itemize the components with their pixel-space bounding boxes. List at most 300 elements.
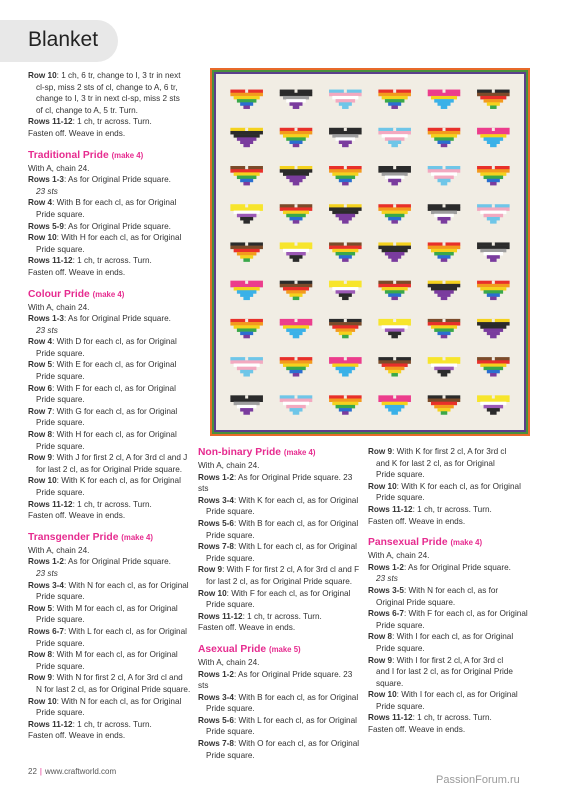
instruction-line <box>28 707 194 719</box>
heart-stripe <box>293 335 300 338</box>
heart-stripe <box>293 258 300 261</box>
column-3 <box>368 446 540 736</box>
instruction-line <box>28 406 194 418</box>
row-label: Rows 1-3 <box>28 314 64 324</box>
heart-stripe <box>336 290 356 293</box>
blanket-photo <box>210 68 530 436</box>
heart-stripe <box>293 297 300 300</box>
heart-stripe <box>490 258 497 261</box>
heart-notch <box>393 281 396 284</box>
heart-notch <box>393 242 396 245</box>
row-text: With A, chain 24. <box>198 657 260 667</box>
row-label: Rows 11-12 <box>28 719 73 729</box>
heart-stripe <box>441 182 448 185</box>
heart-stripe <box>428 399 461 402</box>
heart-notch <box>393 90 396 93</box>
heart-stripe <box>385 99 405 102</box>
heart-notch <box>245 242 248 245</box>
heart-stripe <box>240 332 253 335</box>
heart-notch <box>295 319 298 322</box>
heart-stripe <box>490 220 497 223</box>
heart-stripe <box>441 373 448 376</box>
instruction-line <box>28 163 194 175</box>
instruction-line <box>28 302 194 314</box>
instruction-line <box>198 622 363 634</box>
row-label: Row 8 <box>368 632 393 642</box>
heart-stripe <box>329 207 362 210</box>
row-text: for last 2 cl, as for Original Pride square. <box>36 464 183 474</box>
row-label: Rows 1-2 <box>198 472 234 482</box>
instruction-line <box>28 649 194 661</box>
heart-stripe <box>437 102 450 105</box>
heart-stripe <box>286 137 306 140</box>
heart-stripe <box>431 402 457 405</box>
instruction-line <box>198 657 363 669</box>
heart-stripe <box>234 325 260 328</box>
row-label: Row 8 <box>28 650 53 660</box>
row-label: Rows 5-6 <box>198 715 234 725</box>
row-label: Rows 3-5 <box>368 585 404 595</box>
heart-stripe <box>342 335 349 338</box>
heart-stripe <box>484 214 504 217</box>
heart-stripe <box>240 102 253 105</box>
heart-stripe <box>434 405 454 408</box>
row-text: : With I for each cl, as for Original <box>396 690 518 700</box>
heart-stripe <box>382 172 408 175</box>
heart-stripe <box>336 99 356 102</box>
heart-stripe <box>490 411 497 414</box>
heart-stripe <box>385 137 405 140</box>
heart-stripe <box>243 373 250 376</box>
instruction-line <box>198 576 363 588</box>
row-text: : 1 ch, tr across. Turn. <box>412 504 492 514</box>
row-text: : 1 ch, 6 tr, change to I, 3 tr in next <box>56 71 181 80</box>
heart-stripe <box>388 255 401 258</box>
heart-stripe <box>243 105 250 108</box>
heart-stripe <box>230 93 263 96</box>
row-label: Row 10 <box>368 481 397 491</box>
heart-stripe <box>243 258 250 261</box>
heart-stripe <box>490 373 497 376</box>
row-text: : With H for each cl, as for Original <box>52 430 177 440</box>
heart-stripe <box>339 217 352 220</box>
heart-notch <box>344 128 347 131</box>
heart-stripe <box>237 328 257 331</box>
heart-stripe <box>431 363 457 366</box>
row-label: Row 4 <box>28 198 53 208</box>
heart-stripe <box>234 211 260 214</box>
row-text: : With F for each cl, as for Original <box>403 609 528 619</box>
heart-stripe <box>480 249 506 252</box>
row-label: Rows 6-7 <box>28 626 64 636</box>
row-text: Fasten off. Weave in ends. <box>28 511 126 521</box>
heart-stripe <box>385 367 405 370</box>
heart-stripe <box>487 255 500 258</box>
row-label: Row 7 <box>28 406 53 416</box>
row-text: Pride square. <box>376 643 425 653</box>
instruction-line <box>198 460 363 472</box>
row-text: 23 sts <box>36 325 58 335</box>
instruction-line <box>368 631 540 643</box>
heart-stripe <box>280 93 313 96</box>
row-text: Pride square. <box>36 348 85 358</box>
heart-stripe <box>342 411 349 414</box>
section-colour-pride <box>28 302 194 522</box>
heart-stripe <box>378 399 411 402</box>
instruction-line <box>368 608 540 620</box>
row-text: : With F for each cl, as for Original <box>226 588 351 598</box>
instruction-line <box>198 518 363 530</box>
heart-stripe <box>293 373 300 376</box>
heart-stripe <box>339 102 352 105</box>
row-text: With A, chain 24. <box>28 163 90 173</box>
heart-stripe <box>237 290 257 293</box>
heart-stripe <box>388 141 401 144</box>
heart-stripe <box>283 134 309 137</box>
heart-notch <box>295 281 298 284</box>
heart-notch <box>245 128 248 131</box>
instruction-line <box>28 580 194 592</box>
row-text: of cl, change to A, 5 tr. Turn. <box>36 105 138 115</box>
instruction-line <box>28 475 194 487</box>
instruction-line <box>28 719 194 731</box>
heart-stripe <box>437 179 450 182</box>
instruction-line <box>368 481 540 493</box>
instruction-line <box>28 441 194 453</box>
heart-notch <box>393 319 396 322</box>
heart-stripe <box>286 99 306 102</box>
instruction-line <box>368 655 540 667</box>
heart-notch <box>393 166 396 169</box>
heart-stripe <box>480 172 506 175</box>
instruction-line <box>28 174 194 186</box>
instruction-line <box>28 186 194 198</box>
heart-stripe <box>480 363 506 366</box>
heart-stripe <box>289 255 302 258</box>
heart-stripe <box>289 141 302 144</box>
row-text: : With B for each cl, as for Original <box>233 518 359 528</box>
row-text: Pride square. <box>36 209 85 219</box>
heart-stripe <box>480 402 506 405</box>
heart-stripe <box>230 207 263 210</box>
instruction-line <box>368 446 540 458</box>
heart-stripe <box>484 290 504 293</box>
row-text: Pride square. <box>36 615 85 625</box>
heart-stripe <box>388 370 401 373</box>
heart-stripe <box>434 367 454 370</box>
heart-notch <box>344 242 347 245</box>
heart-stripe <box>332 402 358 405</box>
heart-stripe <box>382 363 408 366</box>
heart-stripe <box>329 399 362 402</box>
row-text: change to I, 3 tr in next cl-sp, miss 2 sts <box>36 94 180 104</box>
heart-notch <box>295 204 298 207</box>
row-text: : With B for each cl, as for Original <box>233 692 359 702</box>
row-text: : With L for each cl, as for Original <box>63 626 187 636</box>
row-label: Row 8 <box>28 430 53 440</box>
heart-stripe <box>477 399 510 402</box>
instruction-line <box>28 429 194 441</box>
heart-notch <box>443 281 446 284</box>
footer-separator: | <box>39 767 42 776</box>
heart-notch <box>245 319 248 322</box>
row-text: Pride square. <box>36 418 85 428</box>
row-text: : As for Original Pride square. 23 sts <box>198 669 353 691</box>
row-text: : With L for each cl, as for Original <box>233 715 357 725</box>
heart-stripe <box>329 360 362 363</box>
heart-stripe <box>336 367 356 370</box>
row-text: : With K for each cl, as for Original <box>233 495 359 505</box>
row-label: Rows 1-2 <box>198 669 234 679</box>
row-text: : With N for each cl, as for <box>403 585 499 595</box>
row-label: Row 9 <box>198 565 223 575</box>
row-text: Pride square. <box>206 530 255 540</box>
heart-stripe <box>391 258 398 261</box>
heart-stripe <box>428 131 461 134</box>
row-label: Row 10 <box>28 696 57 706</box>
heart-stripe <box>487 332 500 335</box>
heart-stripe <box>280 360 313 363</box>
row-text: Pride square. <box>376 493 425 503</box>
row-text: : With I for first 2 cl, A for 3rd cl <box>392 655 504 665</box>
instruction-line <box>28 730 194 742</box>
row-label: Rows 3-4 <box>198 692 234 702</box>
instruction-line <box>198 750 363 762</box>
instruction-line <box>198 599 363 611</box>
heart-stripe <box>437 217 450 220</box>
instruction-line <box>28 128 194 140</box>
heart-notch <box>245 395 248 398</box>
heart-stripe <box>329 131 362 134</box>
instruction-line <box>28 116 194 128</box>
heart-stripe <box>280 246 313 249</box>
row-text: : With J for first 2 cl, A for 3rd cl and J <box>52 453 188 463</box>
row-text: : 1 ch, tr across. Turn. <box>72 256 152 266</box>
heart-stripe <box>339 332 352 335</box>
heart-stripe <box>431 325 457 328</box>
section-pansexual-pride <box>368 550 540 736</box>
heart-stripe <box>339 141 352 144</box>
heart-stripe <box>237 252 257 255</box>
heart-stripe <box>243 297 250 300</box>
heart-stripe <box>234 249 260 252</box>
heart-stripe <box>336 328 356 331</box>
heart-stripe <box>434 328 454 331</box>
heart-notch <box>492 281 495 284</box>
row-text: Pride square. <box>36 372 85 382</box>
heart-notch <box>443 319 446 322</box>
row-label: Row 6 <box>28 383 53 393</box>
heart-stripe <box>342 297 349 300</box>
row-text: With A, chain 24. <box>198 461 260 470</box>
heart-stripe <box>391 144 398 147</box>
heart-stripe <box>332 134 358 137</box>
heart-stripe <box>237 405 257 408</box>
heart-stripe <box>477 131 510 134</box>
row-label: Rows 7-8 <box>198 542 234 552</box>
instruction-line <box>28 383 194 395</box>
heart-stripe <box>484 176 504 179</box>
heart-stripe <box>336 137 356 140</box>
heart-stripe <box>286 290 306 293</box>
heart-stripe <box>490 182 497 185</box>
row-text: With A, chain 24. <box>368 551 430 561</box>
heart-stripe <box>240 217 253 220</box>
heart-stripe <box>280 399 313 402</box>
heart-stripe <box>293 220 300 223</box>
row-text: and K for last 2 cl, as for Original <box>376 458 495 468</box>
instruction-line <box>28 313 194 325</box>
row-text: : As for Original Pride square. <box>63 314 171 324</box>
instruction-line <box>368 712 540 724</box>
row-label: Rows 1-2 <box>368 562 404 572</box>
heart-stripe <box>332 363 358 366</box>
heart-stripe <box>283 325 309 328</box>
heart-stripe <box>280 207 313 210</box>
heart-stripe <box>237 367 257 370</box>
row-text: : With B for each cl, as for Original <box>52 198 177 208</box>
instruction-line <box>368 504 540 516</box>
instruction-line <box>368 724 540 736</box>
row-text: : As for Original Pride square. <box>403 562 511 572</box>
heart-notch <box>443 90 446 93</box>
heart-stripe <box>490 144 497 147</box>
instruction-line <box>368 550 540 562</box>
heart-stripe <box>243 220 250 223</box>
instruction-line <box>368 458 540 470</box>
heart-stripe <box>230 131 263 134</box>
row-text: : As for Original Pride square. <box>63 221 171 231</box>
instruction-line <box>198 506 363 518</box>
heart-stripe <box>484 252 504 255</box>
instruction-line <box>28 417 194 429</box>
row-text: and I for last 2 cl, as for Original Pride <box>376 667 513 677</box>
heart-stripe <box>441 258 448 261</box>
heart-stripe <box>441 144 448 147</box>
row-text: Pride square. <box>36 592 85 602</box>
heart-stripe <box>286 214 306 217</box>
heart-stripe <box>339 255 352 258</box>
instruction-line <box>368 689 540 701</box>
heart-stripe <box>434 99 454 102</box>
heart-stripe <box>336 214 356 217</box>
heart-stripe <box>391 105 398 108</box>
heart-notch <box>344 204 347 207</box>
row-text: : With G for each cl, as for Original <box>52 406 178 416</box>
row-text: square. <box>376 678 404 688</box>
heart-stripe <box>477 93 510 96</box>
instruction-line <box>28 255 194 267</box>
heart-stripe <box>289 217 302 220</box>
section-transgender-pride <box>28 545 194 742</box>
row-label: Row 10 <box>198 588 227 598</box>
heart-stripe <box>487 217 500 220</box>
heart-stripe <box>484 328 504 331</box>
heart-stripe <box>437 332 450 335</box>
row-text: Pride square. <box>36 638 85 648</box>
instruction-line <box>198 611 363 623</box>
heart-stripe <box>382 134 408 137</box>
heart-stripe <box>378 284 411 287</box>
heart-stripe <box>280 322 313 325</box>
heart-notch <box>443 166 446 169</box>
row-text: : 1 ch, tr across. Turn. <box>412 713 492 723</box>
row-text: Pride square. <box>206 553 255 563</box>
row-label: Row 10 <box>368 690 397 700</box>
instruction-line <box>28 209 194 221</box>
heart-notch <box>492 90 495 93</box>
heart-stripe <box>428 360 461 363</box>
heart-stripe <box>230 284 263 287</box>
heart-stripe <box>289 179 302 182</box>
row-label: Rows 1-3 <box>28 175 64 185</box>
page-title: Blanket <box>28 28 99 51</box>
row-text: : With M for each cl, as for Original <box>52 603 178 613</box>
section-heading-pansexual-pride: Pansexual Pride (make 4) <box>368 537 483 549</box>
row-text: : With K for each cl, as for Original <box>56 476 181 486</box>
row-text: : 1 ch, tr across. Turn. <box>72 117 152 127</box>
heart-stripe <box>490 297 497 300</box>
heart-stripe <box>332 249 358 252</box>
instruction-line <box>368 516 540 528</box>
heart-stripe <box>487 102 500 105</box>
row-text: : With I for each cl, as for Original <box>392 632 514 642</box>
heart-stripe <box>385 405 405 408</box>
row-text: : With O for each cl, as for Original <box>233 739 360 749</box>
heart-notch <box>492 128 495 131</box>
heart-stripe <box>234 134 260 137</box>
heart-notch <box>492 357 495 360</box>
row-label: Rows 5-6 <box>198 518 234 528</box>
instruction-line <box>198 715 363 727</box>
heart-stripe <box>388 332 401 335</box>
heart-stripe <box>342 182 349 185</box>
heart-notch <box>443 204 446 207</box>
heart-stripe <box>286 176 306 179</box>
heart-stripe <box>329 284 362 287</box>
heart-stripe <box>382 249 408 252</box>
heart-stripe <box>332 325 358 328</box>
heart-notch <box>344 281 347 284</box>
heart-stripe <box>431 172 457 175</box>
row-label: Row 5 <box>28 603 53 613</box>
row-text: Fasten off. Weave in ends. <box>28 267 126 277</box>
heart-notch <box>245 166 248 169</box>
row-text: : As for Original Pride square. <box>63 175 171 185</box>
instruction-line <box>368 573 540 585</box>
heart-stripe <box>243 411 250 414</box>
heart-stripe <box>391 335 398 338</box>
instruction-line <box>28 394 194 406</box>
heart-stripe <box>480 325 506 328</box>
footer-website: www.craftworld.com <box>44 767 117 776</box>
row-label: Rows 11-12 <box>28 256 73 266</box>
row-label: Row 10 <box>28 233 57 243</box>
heart-stripe <box>388 408 401 411</box>
heart-notch <box>295 90 298 93</box>
instruction-line <box>198 564 363 576</box>
heart-stripe <box>428 322 461 325</box>
watermark: PassionForum.ru <box>436 774 520 786</box>
heart-stripe <box>441 220 448 223</box>
instruction-line <box>28 232 194 244</box>
row-text: : With F for first 2 cl, A for 3rd cl and F <box>222 565 360 575</box>
heart-notch <box>393 357 396 360</box>
heart-stripe <box>484 137 504 140</box>
section-asexual-pride <box>198 657 363 761</box>
instruction-line <box>368 597 540 609</box>
row-text: Fasten off. Weave in ends. <box>28 731 126 741</box>
